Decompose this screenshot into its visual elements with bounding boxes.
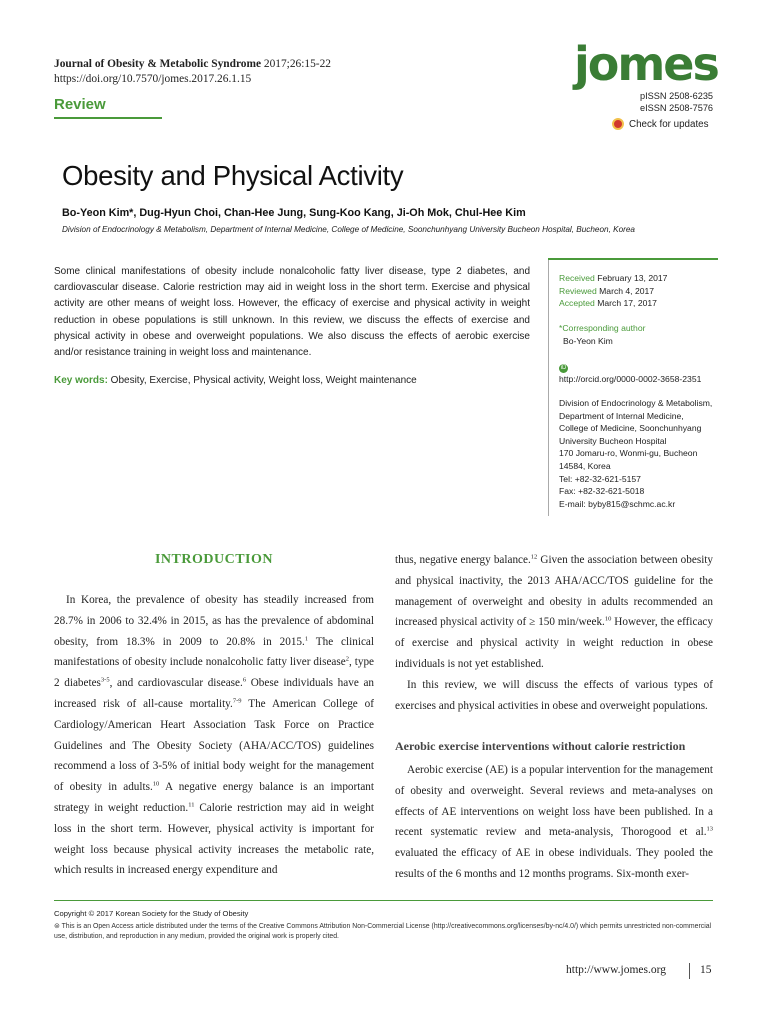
corresponding-name: Bo-Yeon Kim — [563, 335, 613, 346]
page-separator — [689, 963, 690, 979]
paragraph: Aerobic exercise (AE) is a popular intervention for the management of obesity and overweight. Several reviews and meta-analyses on effects of AE interventions on weight loss have been published. In a recent systematic review and meta-analysis, Thorogood et al.$^{13}$ evaluated the efficacy of AE in obese individuals. They pooled the results of the 6 months and 12 months programs. Six-month exer- — [395, 764, 713, 880]
jomes-logo — [572, 38, 720, 94]
copyright: Copyright © 2017 Korean Society for the Study of Obesity — [54, 909, 249, 918]
orcid-block — [559, 360, 701, 386]
body-column-left — [54, 590, 374, 881]
citation[interactable]: 10 — [152, 780, 160, 788]
address-line: 14584, Korea — [559, 460, 611, 471]
orcid-link[interactable]: http://orcid.org/0000-0002-3658-2351 — [559, 374, 702, 384]
accepted-date: March 17, 2017 — [597, 298, 657, 309]
introduction-heading: INTRODUCTION — [154, 552, 273, 567]
check-updates-button[interactable] — [612, 118, 709, 130]
citation[interactable]: 13 — [706, 825, 713, 833]
author-list: Bo-Yeon Kim*, Dug-Hyun Choi, Chan-Hee Jung, Sung-Koo Kang, Ji-Oh Mok, Chul-Hee Kim — [62, 207, 526, 219]
journal-citation — [54, 57, 331, 87]
paragraph: In Korea, the prevalence of obesity has steadily increased from 28.7% in 2006 to 32.4% in 2015, as has the prevalence of abdominal obesity, from 18.3% in 2009 to 20.8% in 2015.$^1$ The clinical manifestations of obesity include nonalcoholic fatty liver disease$^2$, type 2 diabetes$^{3-5}$, and cardiovascular disease.$^6$ Obese individuals have an increased risk of all-cause mortality.$^{7-9}$ The American College of Cardiology/American Heart Association Task Force on Practice Guidelines and The Obesity Society (AHA/ACC/TOS) guidelines recommend a loss of 3-5% of initial body weight for the management of obesity in adults.$^{10}$ A negative energy balance is an important strategy in weight reduction.$^{11}$ Calorie restriction may aid in weight loss in the short term. However, physical activity is important for weight loss because physical activity increases the metabolic rate, which results in increased energy expenditure and — [54, 594, 375, 877]
citation[interactable]: 12 — [530, 553, 538, 561]
address-line: University Bucheon Hospital — [559, 435, 667, 446]
journal-url[interactable]: http://www.jomes.org — [566, 964, 666, 976]
body-column-right-cont — [395, 760, 713, 885]
reviewed-date: March 4, 2017 — [599, 285, 655, 296]
address-line: 170 Jomaru-ro, Wonmi-gu, Bucheon — [559, 448, 698, 459]
page-number: 15 — [700, 964, 712, 976]
reviewed-label: Reviewed — [559, 285, 597, 296]
sidebar-rule — [548, 258, 718, 260]
article-dates — [559, 272, 667, 310]
corresponding-label: *Corresponding author — [559, 323, 646, 333]
keywords — [54, 375, 530, 386]
paragraph: In this review, we will discuss the effects of various types of exercises and physical activities in obese and overweight populations. — [395, 678, 713, 712]
journal-issue: 2017;26:15-22 — [261, 58, 331, 70]
citation[interactable]: 11 — [188, 801, 195, 809]
keywords-label: Key words: — [54, 375, 108, 386]
subsection-heading: Aerobic exercise interventions without calorie restriction — [395, 739, 686, 753]
journal-name: Journal of Obesity & Metabolic Syndrome — [54, 58, 262, 70]
logo-text: jomes — [574, 38, 718, 91]
citation[interactable]: 1 — [304, 634, 309, 642]
paragraph: thus, negative energy balance.$^{12}$ Given the association between obesity and physical inactivity, the 2013 AHA/ACC/TOS guideline for the management of overweight and obesity in adults recommended an increased physical activity of ≥ 150 min/week.$^{10}$ However, the efficacy of exercise and physical activity in weight reduction in obese individuals is not yet established. — [395, 553, 713, 670]
check-updates-label: Check for updates — [629, 118, 709, 130]
license-text: ⊜ This is an Open Access article distributed under the terms of the Creative Commons Attribution Non-Commercial License (http://creativecommons.org/licenses/by-nc/4.0/) which permits unrestricted non-commercial use, distribution, and reproduction in any medium, provided the original work is properly cited. — [54, 923, 712, 940]
citation[interactable]: 10 — [604, 615, 612, 623]
section-label: Review — [54, 96, 106, 113]
crossmark-icon — [612, 118, 624, 130]
email[interactable]: E-mail: byby815@schmc.ac.kr — [559, 498, 676, 509]
corresponding-author — [559, 322, 645, 347]
address-line: College of Medicine, Soonchunhyang — [559, 423, 702, 434]
section-rule — [54, 117, 162, 119]
fax: Fax: +82-32-621-5018 — [559, 486, 645, 497]
doi-link[interactable]: https://doi.org/10.7570/jomes.2017.26.1.15 — [54, 73, 252, 85]
keywords-list: Obesity, Exercise, Physical activity, Weight loss, Weight maintenance — [107, 375, 417, 386]
accepted-label: Accepted — [559, 298, 595, 309]
citation[interactable]: 6 — [242, 676, 247, 684]
pissn: pISSN 2508-6235 — [640, 91, 714, 101]
article-title: Obesity and Physical Activity — [62, 160, 404, 191]
abstract: Some clinical manifestations of obesity include nonalcoholic fatty liver disease, type 2 diabetes, and cardiovascular disease. Calorie restriction may aid in weight loss in the short term. Exercise and physical activity are other means of weight loss. However, the efficacy of exercise and physical activity in weight reduction in obese populations is still unknown. In this review, we discuss the effects of exercise and physical activity in obese and overweight populations. We also discuss the effects of aerobic exercise and/or resistance training in weight loss and maintenance. — [54, 266, 530, 359]
contact-address — [559, 397, 712, 510]
address-line: Department of Internal Medicine, — [559, 410, 684, 421]
issn-block — [640, 90, 713, 114]
eissn: eISSN 2508-7576 — [640, 103, 714, 113]
footer-rule — [54, 900, 713, 901]
phone: Tel: +82-32-621-5157 — [559, 473, 641, 484]
citation[interactable]: 3-5 — [100, 676, 110, 684]
received-date: February 13, 2017 — [597, 273, 668, 283]
orcid-icon: iD — [560, 365, 567, 371]
citation[interactable]: 2 — [345, 655, 349, 663]
affiliation: Division of Endocrinology & Metabolism, Department of Internal Medicine, College of Medicine, Soonchunhyang University Bucheon Hospital, Bucheon, Korea — [62, 225, 635, 234]
address-line: Division of Endocrinology & Metabolism, — [559, 398, 713, 408]
citation[interactable]: 7-9 — [232, 697, 242, 705]
received-label: Received — [559, 273, 595, 283]
cc-icon: ⊜ — [54, 923, 62, 930]
body-column-right — [395, 550, 713, 716]
